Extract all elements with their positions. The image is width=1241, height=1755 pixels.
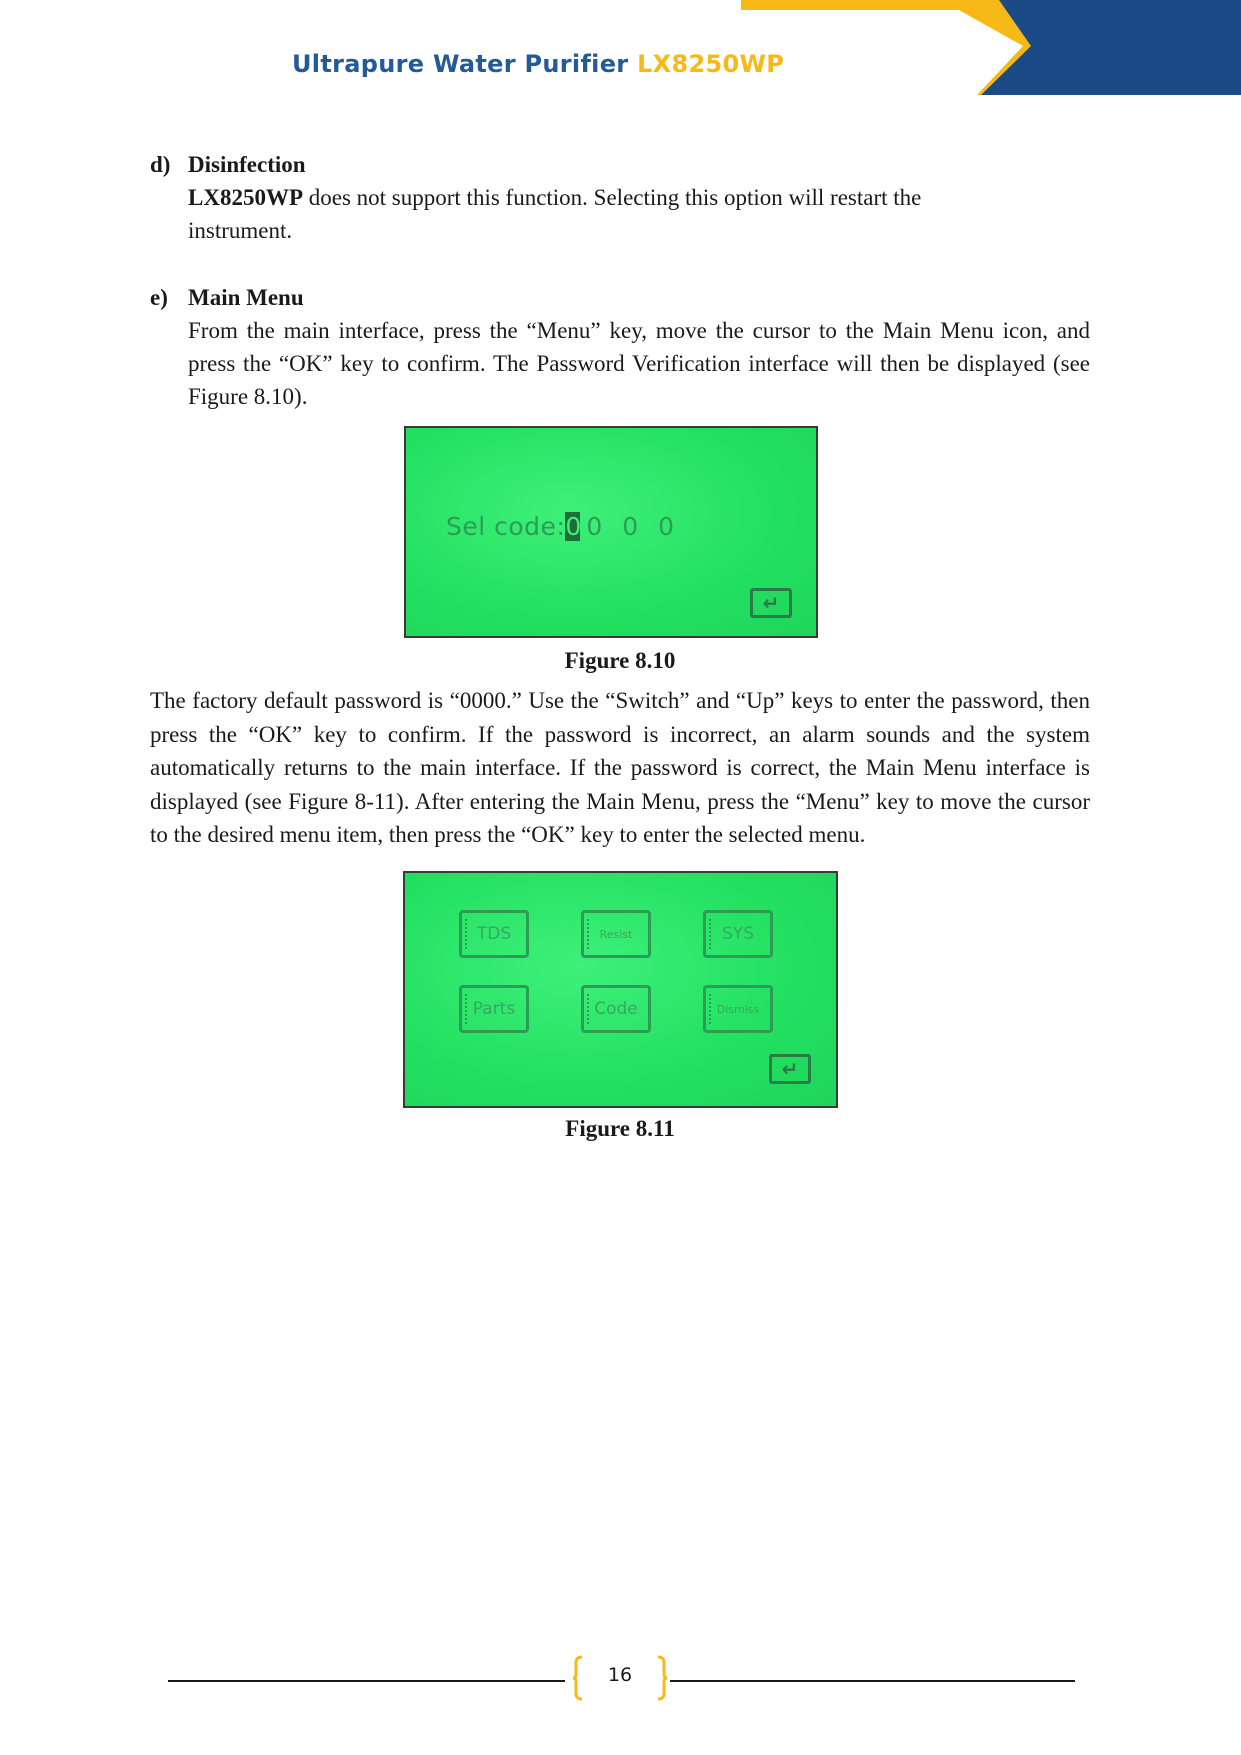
section-title: Disinfection — [188, 152, 306, 177]
password-prompt — [446, 512, 680, 541]
password-separator: : — [556, 512, 566, 541]
document-title — [292, 50, 784, 78]
title-main: Ultrapure Water Purifier — [292, 50, 629, 78]
body-paragraph: The factory default password is “0000.” Use the “Switch” and “Up” keys to enter the password, then press the “OK” key to confirm. If the password is incorrect, an alarm sounds and the system automatically returns to the main interface. If the password is correct, the Main Menu interface is displayed (see Figure 8-11). After entering the Main Menu, press the “Menu” key to move the cursor to the desired menu item, then press the “OK” key to enter the selected menu. — [150, 688, 1090, 847]
figure-caption: Figure 8.10 — [564, 648, 676, 673]
menu-button-parts: Parts — [459, 985, 529, 1033]
text-line: does not support this function. Selecting this option will restart the — [303, 185, 922, 210]
menu-button-sys: SYS — [703, 910, 773, 958]
section-letter: d) — [150, 152, 171, 177]
section-heading — [150, 281, 1090, 314]
menu-button-tds: TDS — [459, 910, 529, 958]
menu-button-resist: Resist — [581, 910, 651, 958]
section-text — [150, 181, 1090, 247]
corner-decoration — [741, 0, 1241, 100]
lcd-password-screen — [404, 426, 818, 638]
figure-caption: Figure 8.11 — [565, 1116, 675, 1141]
right-brace-icon — [656, 1655, 668, 1701]
left-brace-icon — [572, 1655, 584, 1701]
section-main-menu — [150, 281, 1090, 413]
section-title: Main Menu — [188, 285, 304, 310]
menu-button-code: Code — [581, 985, 651, 1033]
lcd-main-menu-screen — [403, 871, 838, 1108]
model-name: LX8250WP — [188, 185, 303, 210]
text-line: instrument. — [188, 218, 293, 243]
section-letter: e) — [150, 285, 168, 310]
password-cursor-digit: 0 — [565, 512, 582, 541]
menu-button-dismiss: Dismiss — [703, 985, 773, 1033]
page-number: 16 — [607, 1664, 633, 1686]
title-model: LX8250WP — [637, 50, 785, 78]
enter-icon: ↵ — [750, 588, 792, 618]
password-digits: 0 0 0 — [586, 512, 680, 541]
password-label: Sel code — [446, 512, 557, 541]
section-text: From the main interface, press the “Menu” key, move the cursor to the Main Menu icon, and press the “OK” key to confirm. The Password Verification interface will then be displayed (see Figure 8.10). — [188, 318, 1090, 409]
section-heading — [150, 148, 1090, 181]
footer-rule-left — [168, 1680, 565, 1682]
enter-icon: ↵ — [769, 1054, 811, 1084]
section-disinfection — [150, 148, 1090, 247]
footer-rule-right — [670, 1680, 1075, 1682]
